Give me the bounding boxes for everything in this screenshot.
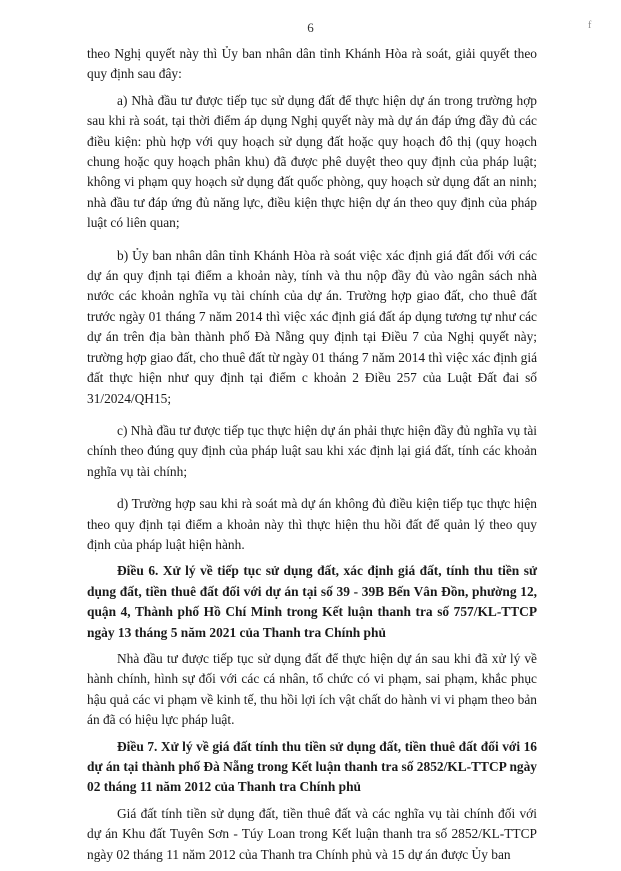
scan-mark: f [588,20,592,31]
article-6-heading: Điều 6. Xử lý về tiếp tục sử dụng đất, xác định giá đất, tính thu tiền sử dụng đất, tiền thuê đất đối với dự án tại số 39 - 39B Bến Vân Đồn, phường 12, quận 4, Thành phố Hồ Chí Minh trong Kết luận thanh tra số 757/KL-TTCP ngày 13 tháng 5 năm 2021 của Thanh tra Chính phủ [87,563,537,640]
article-7-heading: Điều 7. Xử lý về giá đất tính thu tiền sử dụng đất, tiền thuê đất đối với 16 dự án tại thành phố Đà Nẵng trong Kết luận thanh tra số 2852/KL-TTCP ngày 02 tháng 11 năm 2012 của Thanh tra Chính phủ [87,738,537,795]
item-b-paragraph: b) Ủy ban nhân dân tỉnh Khánh Hòa rà soát việc xác định giá đất đối với các dự án quy định tại điểm a khoản này, tính và thu nộp đầy đủ vào ngân sách nhà nước các khoản nghĩa vụ tài chính của dự án. Trường hợp giao đất, cho thuê đất trước ngày 01 tháng 7 năm 2014 thì việc xác định giá đất áp dụng tương tự như các dự án trên địa bàn thành phố Đà Nẵng quy định tại Điều 7 của Nghị quyết này; trường hợp giao đất, cho thuê đất từ ngày 01 tháng 7 năm 2014 thì việc xác định giá đất thực hiện như quy định tại điểm c khoản 2 Điều 257 của Luật Đất đai số 31/2024/QH15; [87,247,538,406]
intro-paragraph: theo Nghị quyết này thì Ủy ban nhân dân tỉnh Khánh Hòa rà soát, giải quyết theo quy định sau đây: [87,46,537,82]
item-a-paragraph: a) Nhà đầu tư được tiếp tục sử dụng đất để thực hiện dự án trong trường hợp sau khi rà soát, tại thời điểm áp dụng Nghị quyết này mà dự án đáp ứng đầy đủ các điều kiện: phù hợp với quy hoạch sử dụng đất hoặc quy hoạch đô thị (quy hoạch chung hoặc quy hoạch phân khu) đã được phê duyệt theo quy định của pháp luật; không vi phạm quy hoạch sử dụng đất quốc phòng, quy hoạch sử dụng đất an ninh; nhà đầu tư đáp ứng đủ năng lực, điều kiện thực hiện dự án theo quy định của pháp luật có liên quan; [87,92,537,231]
item-c-paragraph: c) Nhà đầu tư được tiếp tục thực hiện dự án phải thực hiện đầy đủ nghĩa vụ tài chính theo đúng quy định của pháp luật sau khi xác định lại giá đất, tính các khoản nghĩa vụ tài chính; [87,422,537,479]
article-7-body: Giá đất tính tiền sử dụng đất, tiền thuê đất và các nghĩa vụ tài chính đối với dự án Khu đất Tuyên Sơn - Túy Loan trong Kết luận thanh tra số 2852/KL-TTCP ngày 02 tháng 11 năm 2012 của Thanh tra Chính phủ và 15 dự án được Ủy ban [87,805,537,862]
page-number: 6 [307,20,314,35]
document-body [87,44,537,871]
article-6-body: Nhà đầu tư được tiếp tục sử dụng đất để thực hiện dự án sau khi đã xử lý về hành chính, hình sự đối với các cá nhân, tổ chức có vi phạm, sai phạm, khắc phục hậu quả các vi phạm về kinh tế, thu hồi lợi ích vật chất do hành vi vi phạm theo bản án đã có hiệu lực pháp luật. [87,650,537,728]
item-d-paragraph: d) Trường hợp sau khi rà soát mà dự án không đủ điều kiện tiếp tục thực hiện theo quy định tại điểm a khoản này thì thực hiện thu hồi đất để quản lý theo quy định của pháp luật hiện hành. [87,496,537,552]
